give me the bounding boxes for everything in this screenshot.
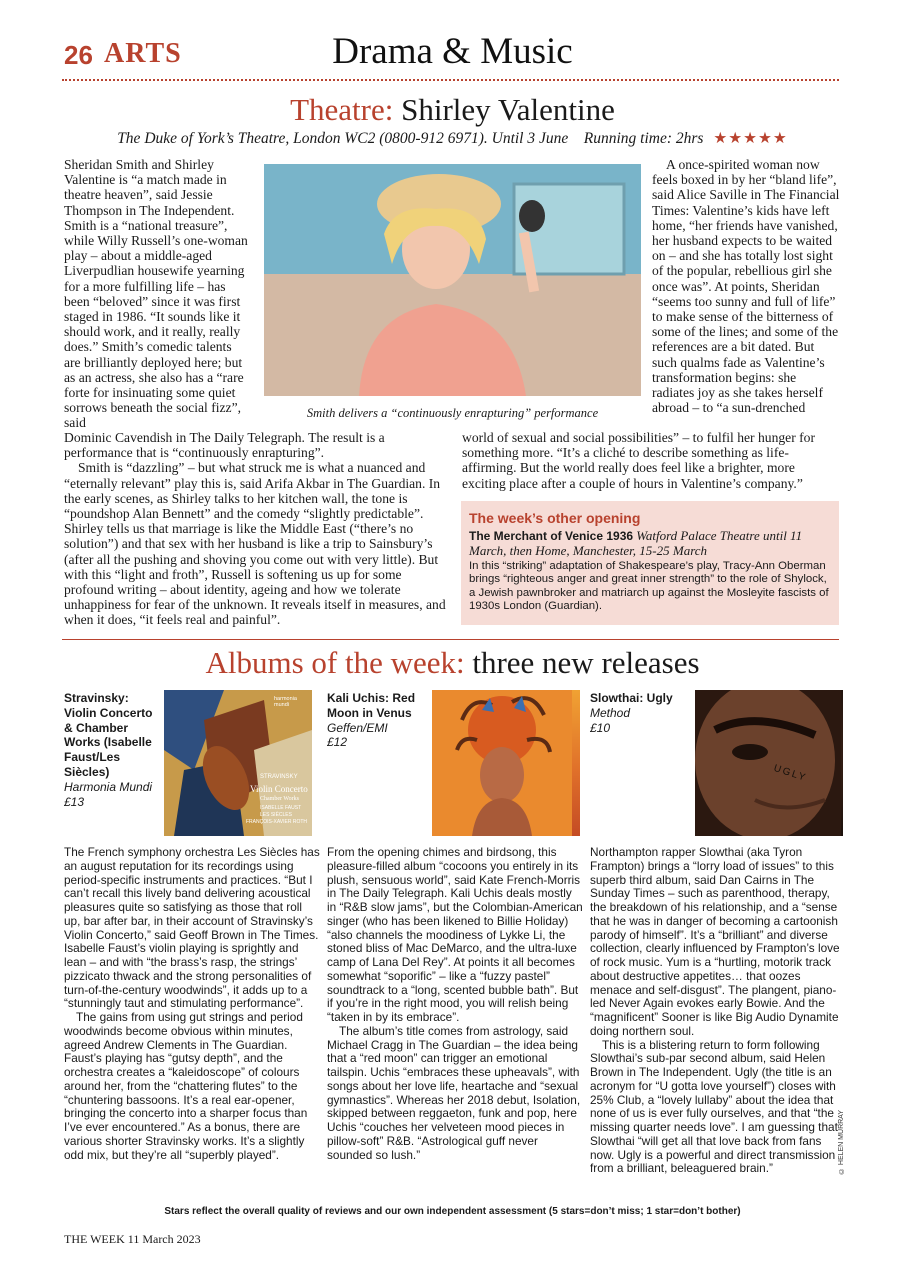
album-2-cover: [432, 690, 580, 836]
star-rating-footnote: Stars reflect the overall quality of reviews and our own independent assessment (5 stars=don’t miss; 1 star=don’t bother): [164, 1206, 741, 1217]
albums-label: Albums of the week:: [205, 645, 465, 680]
section-divider: [62, 639, 839, 640]
other-opening-venue: Watford Palace Theatre until 11 March, then Home, Manchester, 15-25 March: [469, 528, 803, 559]
kali-uchis-cover-art: [432, 690, 572, 836]
photo-credit: © HELEN MURRAY: [838, 1110, 845, 1175]
cover-work: Violin Concerto: [250, 784, 308, 794]
album-3-info: [590, 691, 690, 735]
albums-subtitle: three new releases: [472, 645, 700, 680]
album-price: £12: [327, 735, 348, 750]
header-divider: [62, 79, 839, 81]
review-column-left: Sheridan Smith and Shirley Valentine is “a match made in theatre heaven”, said Jessie Thompson in The Independent. Smith is a “national treasure”, while Willy Russell’s one-woman play – about a middle-aged Liverpudlian housewife yearning for a more fulfilling life – has been “beloved” since it was first staged in 1986. “It sounds like it should work, and it really, really does.” Smith’s comedic talents are brilliantly deployed here; but as an actress, she also has a “rare forte for insinuating some quiet sorrows beneath the social fizz”, said: [64, 157, 248, 431]
section-label: ARTS: [104, 38, 182, 69]
album-2-info: [327, 691, 427, 750]
review-paragraph: The album’s title comes from astrology, said Michael Cragg in The Guardian – the idea being that a “red moon” can trigger an emotional tailspin. Uchis “embraces these upheavals”, with songs about her love life, heartache and “sexual gymnastics”. Whereas her 2018 debut, Isolation, skipped between reggaeton, funk and pop, here Uchis “couches her velveteen mood pieces in pillow-soft” R&B. “Astrological guff never sounded so lush.”: [327, 1023, 581, 1162]
page-title: Drama & Music: [332, 31, 573, 72]
album-1-info: [64, 691, 164, 809]
album-1-review: [64, 846, 320, 1162]
production-photo: [264, 164, 641, 396]
theatre-venue-line: [0, 129, 905, 148]
albums-heading: [0, 645, 905, 681]
cover-publisher: harmonia mundi: [274, 696, 297, 708]
album-price: £13: [64, 794, 85, 809]
review-paragraph: Northampton rapper Slowthai (aka Tyron Frampton) brings a “lorry load of issues” to this superb third album, said Dan Cairns in The Sunday Times – such as parenthood, therapy, the breakdown of his relationship, and a “sense that he was in danger of becoming a cartoonish parody of himself”. It’s a “brilliant” and diverse collection, clearly influenced by Frampton’s love of rock music. Yum is a “hurtling, motorik track about destructive appetites… that oozes menace and self-disgust”. The plangent, piano-led Never Again evokes early Bowie. And the “magnificent” Sooner is like Big Audio Dynamite doing northern soul.: [590, 845, 840, 1038]
review-paragraph: This is a blistering return to form following Slowthai’s sub-par second album, said Helen Brown in The Independent. Ugly (the title is an acronym for “U gotta love yourself”) closes with 25% Club, a “lovely lullaby” about the idea that none of us is ever fully ourselves, and that “the missing quarter needs love”. I am guessing that Slowthai “will get all that love back from fans now. Ugly is a powerful and direct transmission from a brilliant, beleaguered brain.”: [590, 1037, 838, 1176]
album-price: £10: [590, 720, 611, 735]
album-label: Method: [590, 705, 631, 720]
album-title: Stravinsky: Violin Concerto & Chamber Works (Isabelle Faust/Les Siècles): [64, 691, 153, 779]
album-2-review: [327, 846, 583, 1162]
review-paragraph: The French symphony orchestra Les Siècles has an august reputation for its recordings using period-specific instruments and practices. “But I can’t recall this lively band delivering acoustical pleasures quite so satisfying as those that roll up, bar after bar, in their account of Stravinsky’s Violin Concerto,” said Geoff Brown in The Times. Isabelle Faust’s violin playing is sprightly and lean – and with “the brass’s rasp, the strings’ pizzicato thwack and the strong personalities of turn-of-the-century woodwinds”, it adds up to a “stunningly taut and stimulating performance”.: [64, 845, 320, 1011]
review-paragraph: From the opening chimes and birdsong, this pleasure-filled album “cocoons you entirely in its plush, sensuous world”, said Kate French-Morris in The Daily Telegraph. Kali Uchis deals mostly in “R&B slow jams”, but the Colombian-American singer (who has been likened to Billie Holiday) “also channels the moodiness of Lykke Li, the stoned bliss of Mac DeMarco, and the ultra-luxe camp of Lana Del Rey”. At points it all becomes somewhat “soporific” – like a “fuzzy pastel” soundtrack to a “long, scented bubble bath”. But if you’re in the right mood, you will relish being “taken in by its embrace”.: [327, 845, 583, 1024]
star-rating: ★★★★★: [713, 130, 788, 147]
review-column-right: A once-spirited woman now feels boxed in by her “bland life”, said Alice Saville in The Financial Times: Valentine’s kids have left home, “her friends have vanished, her husband expects to be waited on – and she has totally lost sight of the popular, rebellious girl she once was”. At points, Sheridan “seems too sunny and full of life” to make sense of the bitterness of some of the lines; and some of the references are a bit dated. But such qualms fade as Valentine’s transformation begins: she radiates joy as she takes herself abroad – to “a sun-drenched: [652, 157, 840, 416]
other-opening-show: The Merchant of Venice 1936: [469, 529, 634, 543]
slowthai-cover-art: [695, 690, 841, 836]
theatre-heading: [0, 92, 905, 128]
photo-illustration: [264, 164, 641, 396]
album-1-cover: [164, 690, 312, 836]
cover-subtitle: Chamber Works: [260, 796, 299, 802]
issue-footer: THE WEEK 11 March 2023: [64, 1232, 201, 1246]
cover-conductor: FRANÇOIS-XAVIER ROTH: [246, 819, 308, 825]
other-opening-description: In this “striking” adaptation of Shakespeare’s play, Tracy-Ann Oberman brings “righteous anger and great inner strength” to the role of Shylock, a Jewish pawnbroker and matriarch up against the Mosleyite fascists of 1930s London (Guardian).: [469, 559, 829, 613]
review-paragraph: The gains from using gut strings and period woodwinds become obvious within minutes, agreed Andrew Clements in The Guardian. Faust’s playing has “gutsy depth”, and the orchestra creates a “kaleidoscope” of colours around her, from the “chattering flutes” to the “chuntering bassoons. It’s a real ear-opener, bringing the concerto into a sharper focus than I’ve ever encountered.” As a bonus, there are various shorter Stravinsky works. It’s a slightly odd mix, but they’re all “superbly played”.: [64, 1010, 308, 1162]
page-number: 26: [64, 40, 93, 70]
cover-orchestra: LES SIÈCLES: [260, 812, 292, 818]
venue-text: The Duke of York’s Theatre, London WC2 (0800-912 6971). Until 3 June: [117, 130, 569, 147]
album-label: Harmonia Mundi: [64, 779, 153, 794]
cover-composer: STRAVINSKY: [260, 774, 298, 780]
album-label: Geffen/EMI: [327, 720, 388, 735]
album-title: Kali Uchis: Red Moon in Venus: [327, 691, 416, 720]
album-title: Slowthai: Ugly: [590, 691, 673, 705]
review-column-left-continued: [64, 430, 452, 628]
review-paragraph: Smith is “dazzling” – but what struck me is what a nuanced and “eternally relevant” play this is, said Arifa Akbar in The Guardian. In the early scenes, as Shirley talks to her kitchen wall, the tone is “poundshop Alan Bennett” and the comedy “slightly predictable”. Shirley tells us that marriage is like the Middle East (“there’s no solution”) and that sex with her husband is like a trip to Sainsbury’s (after all the pushing and shoving you come out with very little). But with this “light and froth”, Russell is softening us up for some profound writing – about identity, ageing and how we tolerate unhappiness for fear of the unknown. It reveals itself in measures, and when it does, “it feels real and painful”.: [64, 460, 446, 628]
review-paragraph: Dominic Cavendish in The Daily Telegraph. The result is a performance that is “continuously enrapturing”.: [64, 430, 385, 461]
other-opening-heading: The week’s other opening: [469, 510, 641, 526]
cover-tattoo-text: UGLY: [772, 762, 809, 785]
theatre-label: Theatre:: [290, 92, 394, 127]
album-3-cover: [695, 690, 843, 836]
review-column-right-continued: world of sexual and social possibilities” – to fulfil her hunger for something more. “It’s a cliché to describe something as life-affirming. But the world really does feel like a brighter, more exciting place after a couple of hours in Valentine’s company.”: [462, 430, 815, 491]
theatre-show-title: Shirley Valentine: [401, 92, 615, 127]
running-time: Running time: 2hrs: [583, 130, 704, 147]
album-3-review: [590, 846, 840, 1176]
other-opening-text: [469, 529, 833, 613]
photo-caption: Smith delivers a “continuously enrapturing” performance: [306, 406, 599, 420]
cover-soloist: ISABELLE FAUST: [260, 805, 302, 811]
